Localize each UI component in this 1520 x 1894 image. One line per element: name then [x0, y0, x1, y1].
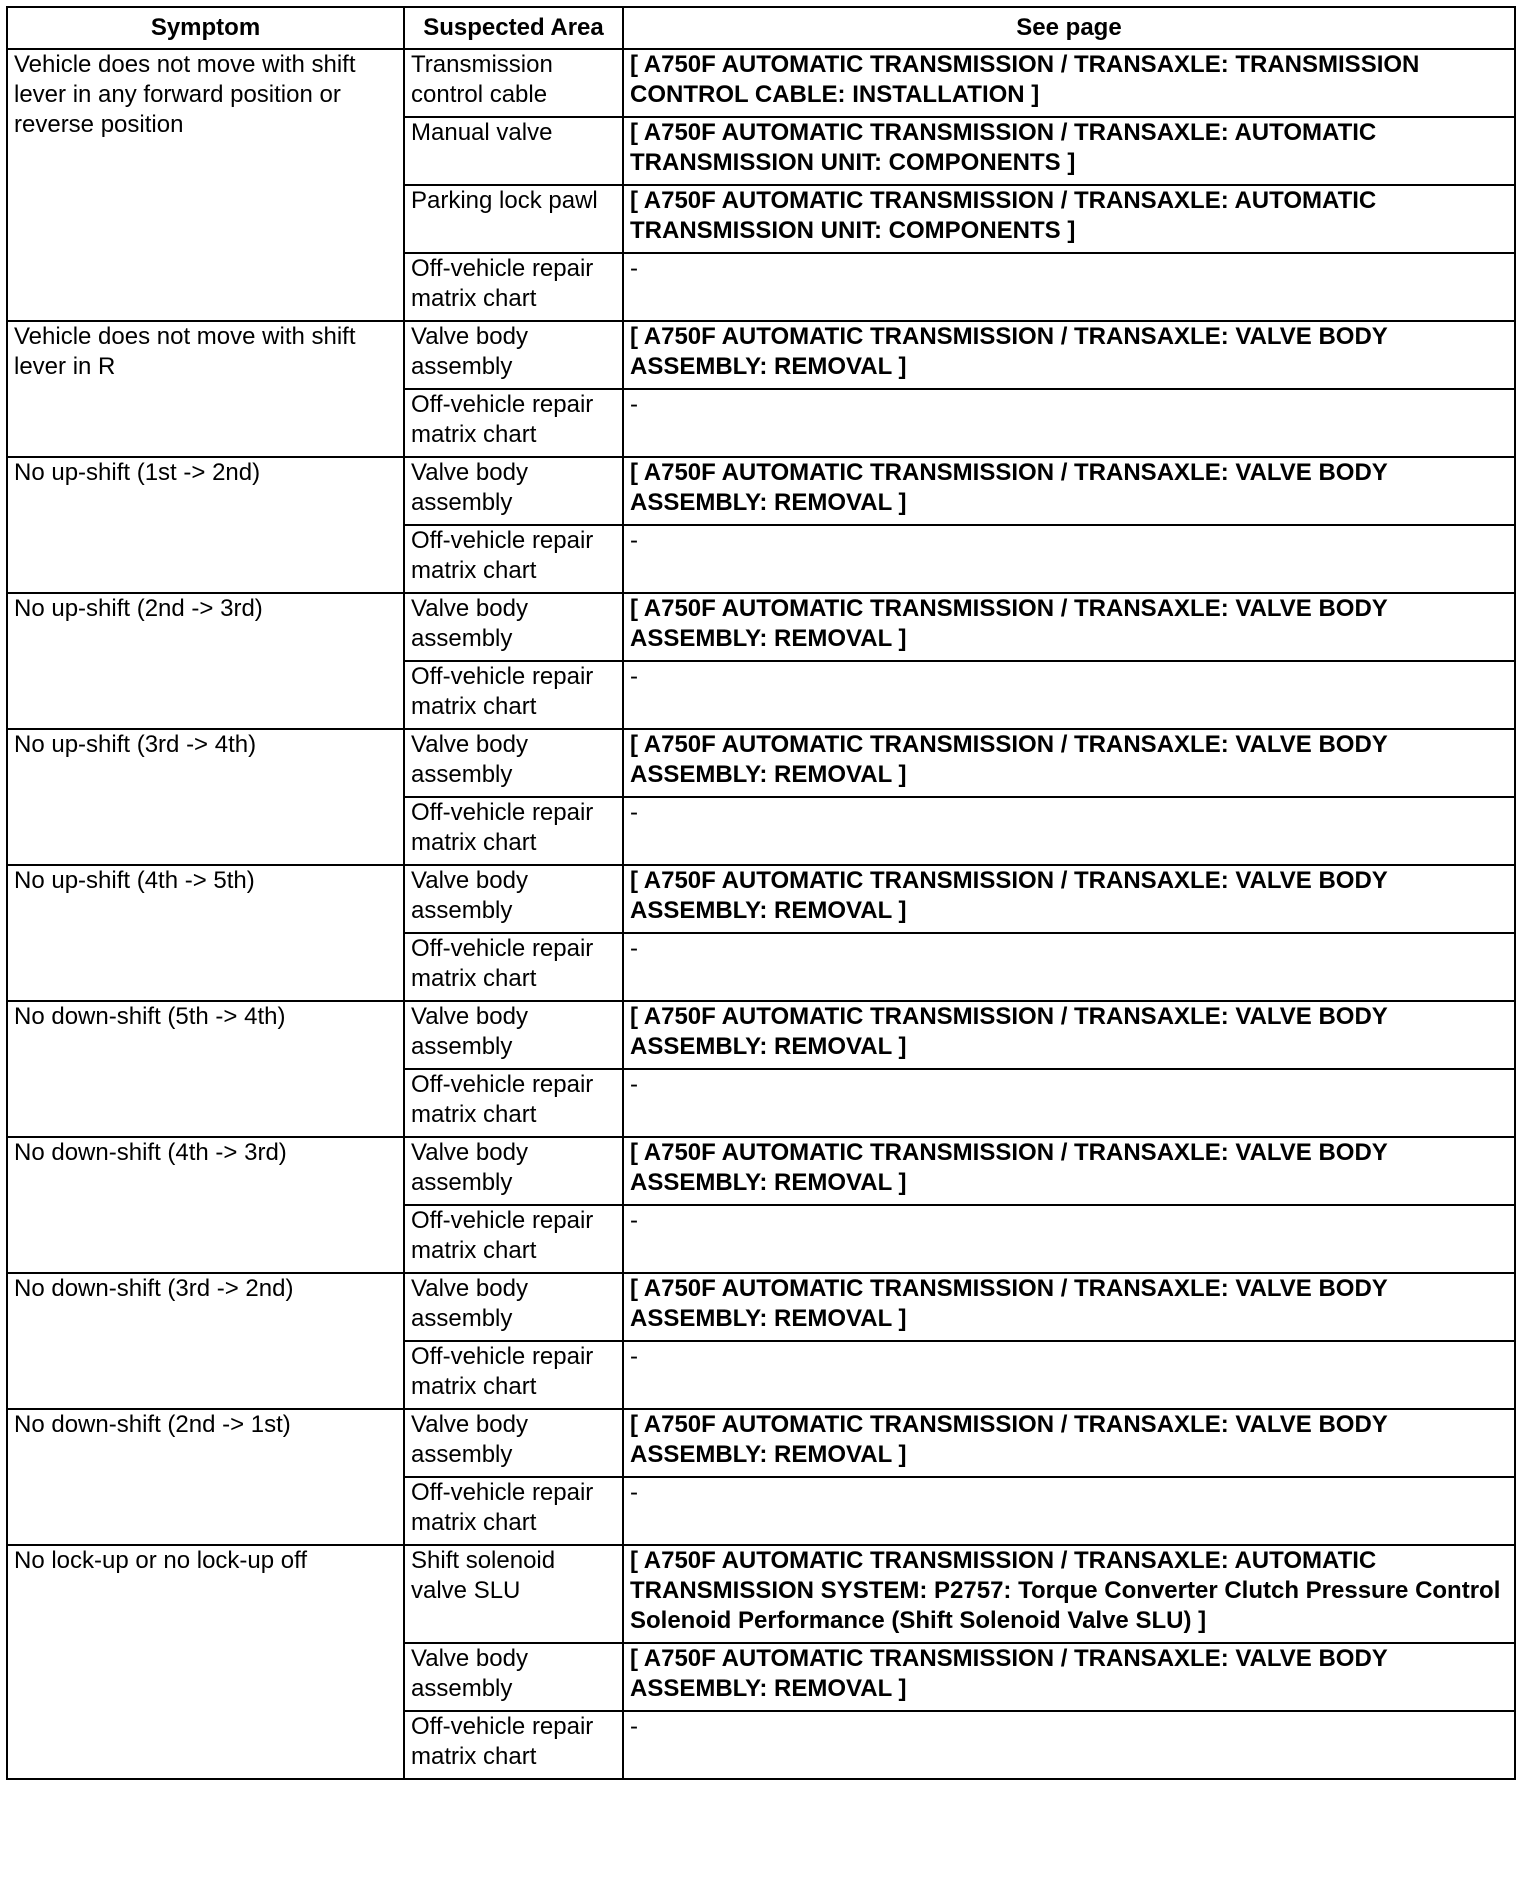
symptom-cell: No lock-up or no lock-up off [7, 1545, 404, 1779]
see-page-cell: [ A750F AUTOMATIC TRANSMISSION / TRANSAXLE: AUTOMATIC TRANSMISSION UNIT: COMPONENTS ] [623, 185, 1515, 253]
table-row [7, 865, 1515, 933]
header-suspected-area: Suspected Area [404, 7, 623, 49]
suspected-area-cell: Off-vehicle repair matrix chart [404, 1069, 623, 1137]
symptom-cell: Vehicle does not move with shift lever in any forward position or reverse position [7, 49, 404, 321]
see-page-cell: [ A750F AUTOMATIC TRANSMISSION / TRANSAXLE: VALVE BODY ASSEMBLY: REMOVAL ] [623, 321, 1515, 389]
table-row [7, 1545, 1515, 1643]
see-page-cell: - [623, 933, 1515, 1001]
see-page-cell: - [623, 1477, 1515, 1545]
symptom-cell: No down-shift (2nd -> 1st) [7, 1409, 404, 1545]
symptom-cell: No down-shift (4th -> 3rd) [7, 1137, 404, 1273]
symptom-cell: No up-shift (1st -> 2nd) [7, 457, 404, 593]
suspected-area-cell: Off-vehicle repair matrix chart [404, 1477, 623, 1545]
see-page-cell: [ A750F AUTOMATIC TRANSMISSION / TRANSAXLE: VALVE BODY ASSEMBLY: REMOVAL ] [623, 1273, 1515, 1341]
see-page-cell: [ A750F AUTOMATIC TRANSMISSION / TRANSAXLE: AUTOMATIC TRANSMISSION SYSTEM: P2757: Torque Converter Clutch Pressure Control Solenoid Performance (Shift Solenoid Valve SLU) ] [623, 1545, 1515, 1643]
table-row [7, 321, 1515, 389]
symptom-cell: No up-shift (3rd -> 4th) [7, 729, 404, 865]
table-row [7, 1273, 1515, 1341]
header-row [7, 7, 1515, 49]
table-row [7, 49, 1515, 117]
suspected-area-cell: Shift solenoid valve SLU [404, 1545, 623, 1643]
suspected-area-cell: Off-vehicle repair matrix chart [404, 661, 623, 729]
symptom-cell: No down-shift (5th -> 4th) [7, 1001, 404, 1137]
suspected-area-cell: Valve body assembly [404, 321, 623, 389]
see-page-cell: - [623, 1205, 1515, 1273]
suspected-area-cell: Parking lock pawl [404, 185, 623, 253]
see-page-cell: [ A750F AUTOMATIC TRANSMISSION / TRANSAXLE: VALVE BODY ASSEMBLY: REMOVAL ] [623, 865, 1515, 933]
header-symptom: Symptom [7, 7, 404, 49]
see-page-cell: [ A750F AUTOMATIC TRANSMISSION / TRANSAXLE: VALVE BODY ASSEMBLY: REMOVAL ] [623, 593, 1515, 661]
suspected-area-cell: Valve body assembly [404, 729, 623, 797]
see-page-cell: [ A750F AUTOMATIC TRANSMISSION / TRANSAXLE: TRANSMISSION CONTROL CABLE: INSTALLATION ] [623, 49, 1515, 117]
suspected-area-cell: Valve body assembly [404, 865, 623, 933]
see-page-cell: - [623, 1069, 1515, 1137]
suspected-area-cell: Off-vehicle repair matrix chart [404, 797, 623, 865]
see-page-cell: [ A750F AUTOMATIC TRANSMISSION / TRANSAXLE: VALVE BODY ASSEMBLY: REMOVAL ] [623, 1001, 1515, 1069]
suspected-area-cell: Valve body assembly [404, 457, 623, 525]
see-page-cell: [ A750F AUTOMATIC TRANSMISSION / TRANSAXLE: VALVE BODY ASSEMBLY: REMOVAL ] [623, 729, 1515, 797]
suspected-area-cell: Off-vehicle repair matrix chart [404, 1341, 623, 1409]
suspected-area-cell: Valve body assembly [404, 593, 623, 661]
suspected-area-cell: Off-vehicle repair matrix chart [404, 1711, 623, 1779]
suspected-area-cell: Valve body assembly [404, 1137, 623, 1205]
table-row [7, 1137, 1515, 1205]
see-page-cell: [ A750F AUTOMATIC TRANSMISSION / TRANSAXLE: VALVE BODY ASSEMBLY: REMOVAL ] [623, 457, 1515, 525]
table-row [7, 1409, 1515, 1477]
table-row [7, 457, 1515, 525]
troubleshooting-table [6, 6, 1516, 1780]
symptom-cell: No up-shift (4th -> 5th) [7, 865, 404, 1001]
suspected-area-cell: Off-vehicle repair matrix chart [404, 253, 623, 321]
see-page-cell: [ A750F AUTOMATIC TRANSMISSION / TRANSAXLE: VALVE BODY ASSEMBLY: REMOVAL ] [623, 1643, 1515, 1711]
suspected-area-cell: Valve body assembly [404, 1001, 623, 1069]
suspected-area-cell: Valve body assembly [404, 1643, 623, 1711]
header-see-page: See page [623, 7, 1515, 49]
see-page-cell: - [623, 661, 1515, 729]
see-page-cell: - [623, 525, 1515, 593]
see-page-cell: - [623, 389, 1515, 457]
suspected-area-cell: Transmission control cable [404, 49, 623, 117]
suspected-area-cell: Off-vehicle repair matrix chart [404, 389, 623, 457]
see-page-cell: [ A750F AUTOMATIC TRANSMISSION / TRANSAXLE: VALVE BODY ASSEMBLY: REMOVAL ] [623, 1409, 1515, 1477]
symptom-cell: Vehicle does not move with shift lever in R [7, 321, 404, 457]
suspected-area-cell: Manual valve [404, 117, 623, 185]
table-row [7, 729, 1515, 797]
symptom-cell: No up-shift (2nd -> 3rd) [7, 593, 404, 729]
see-page-cell: - [623, 1341, 1515, 1409]
see-page-cell: - [623, 253, 1515, 321]
symptom-cell: No down-shift (3rd -> 2nd) [7, 1273, 404, 1409]
table-row [7, 593, 1515, 661]
suspected-area-cell: Off-vehicle repair matrix chart [404, 525, 623, 593]
suspected-area-cell: Off-vehicle repair matrix chart [404, 933, 623, 1001]
see-page-cell: - [623, 1711, 1515, 1779]
see-page-cell: [ A750F AUTOMATIC TRANSMISSION / TRANSAXLE: VALVE BODY ASSEMBLY: REMOVAL ] [623, 1137, 1515, 1205]
table-row [7, 1001, 1515, 1069]
suspected-area-cell: Off-vehicle repair matrix chart [404, 1205, 623, 1273]
see-page-cell: - [623, 797, 1515, 865]
suspected-area-cell: Valve body assembly [404, 1409, 623, 1477]
see-page-cell: [ A750F AUTOMATIC TRANSMISSION / TRANSAXLE: AUTOMATIC TRANSMISSION UNIT: COMPONENTS ] [623, 117, 1515, 185]
suspected-area-cell: Valve body assembly [404, 1273, 623, 1341]
